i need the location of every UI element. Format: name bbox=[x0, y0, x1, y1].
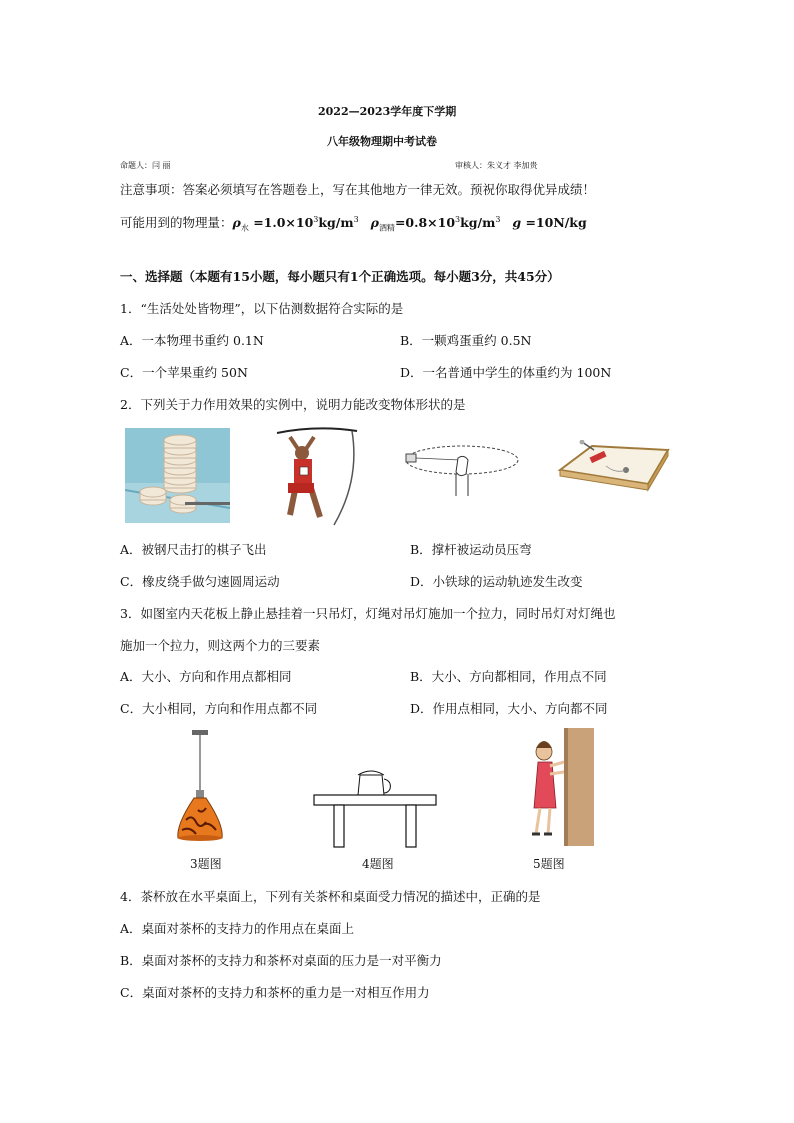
alcohol-density-value: =0.8×10 bbox=[394, 215, 456, 230]
q2-option-b: B．撑杆被运动员压弯 bbox=[410, 542, 532, 557]
q4-option-c: C．桌面对茶杯的支持力和茶杯的重力是一对相互作用力 bbox=[120, 985, 430, 1000]
q2-option-d: D．小铁球的运动轨迹发生改变 bbox=[410, 574, 583, 589]
q2-figure-magnet-tray bbox=[552, 440, 672, 500]
q2-figure-circular-motion bbox=[402, 440, 522, 500]
water-unit-exponent: 3 bbox=[353, 214, 359, 224]
section-heading: 一、选择题（本题有15小题，每小题只有1个正确选项。每小题3分，共45分） bbox=[120, 269, 560, 284]
q1-option-d: D．一名普通中学生的体重约为 100N bbox=[400, 365, 612, 380]
fig5-caption: 5题图 bbox=[533, 857, 565, 871]
q3-option-d: D．作用点相同，大小、方向都不同 bbox=[410, 701, 608, 716]
alcohol-unit-exponent: 3 bbox=[495, 214, 501, 224]
notice-text: 注意事项：答案必须填写在答题卷上，写在其他地方一律无效。预祝你取得优异成绩！ bbox=[120, 182, 596, 197]
author-line: 命题人：闫 丽 bbox=[120, 161, 171, 170]
alcohol-subscript: 酒精 bbox=[378, 223, 395, 233]
gravity-symbol: g bbox=[512, 215, 522, 230]
water-exponent: 3 bbox=[313, 214, 319, 224]
q4-option-b: B．桌面对茶杯的支持力和茶杯对桌面的压力是一对平衡力 bbox=[120, 953, 442, 968]
water-subscript: 水 bbox=[240, 223, 249, 233]
rho-water-symbol: ρ bbox=[232, 215, 241, 230]
fig5-person-pushing-wall bbox=[526, 728, 596, 848]
water-density-value: =1.0×10 bbox=[248, 215, 314, 230]
q2-figure-checkers bbox=[125, 428, 230, 523]
physical-constants bbox=[120, 213, 587, 234]
q3-stem-line1: 3．如图室内天花板上静止悬挂着一只吊灯，灯绳对吊灯施加一个拉力，同时吊灯对灯绳也 bbox=[120, 606, 616, 621]
q1-option-b: B．一颗鸡蛋重约 0.5N bbox=[400, 333, 532, 348]
q3-stem-line2: 施加一个拉力，则这两个力的三要素 bbox=[120, 638, 321, 653]
q2-stem: 2．下列关于力作用效果的实例中，说明力能改变物体形状的是 bbox=[120, 397, 466, 412]
reviewer-line: 审核人：朱义才 李加贵 bbox=[455, 161, 538, 170]
exam-year-title: 2022—2023学年度下学期 bbox=[318, 105, 457, 118]
q2-option-a: A．被钢尺击打的棋子飞出 bbox=[120, 542, 267, 557]
gravity-value: =10N/kg bbox=[521, 215, 587, 230]
fig3-caption: 3题图 bbox=[190, 857, 222, 871]
constants-lead: 可能用到的物理量： bbox=[120, 215, 233, 230]
q3-option-b: B．大小、方向都相同，作用点不同 bbox=[410, 669, 607, 684]
q2-figure-pole-vault bbox=[272, 425, 362, 530]
rho-alcohol-symbol: ρ bbox=[370, 215, 379, 230]
q4-stem: 4．茶杯放在水平桌面上，下列有关茶杯和桌面受力情况的描述中，正确的是 bbox=[120, 889, 541, 904]
fig4-teacup-table bbox=[312, 763, 438, 849]
q2-option-c: C．橡皮绕手做匀速圆周运动 bbox=[120, 574, 280, 589]
fig3-hanging-lamp bbox=[172, 730, 228, 848]
q4-option-a: A．桌面对茶杯的支持力的作用点在桌面上 bbox=[120, 921, 355, 936]
q1-stem: 1．“生活处处皆物理”，以下估测数据符合实际的是 bbox=[120, 301, 404, 316]
alcohol-exponent: 3 bbox=[455, 214, 461, 224]
q1-option-c: C．一个苹果重约 50N bbox=[120, 365, 248, 380]
exam-subtitle: 八年级物理期中考试卷 bbox=[327, 135, 437, 148]
q3-option-a: A．大小、方向和作用点都相同 bbox=[120, 669, 292, 684]
alcohol-density-unit: kg/m bbox=[460, 215, 496, 230]
q3-option-c: C．大小相同，方向和作用点都不同 bbox=[120, 701, 318, 716]
q1-option-a: A．一本物理书重约 0.1N bbox=[120, 333, 264, 348]
fig4-caption: 4题图 bbox=[362, 857, 394, 871]
water-density-unit: kg/m bbox=[318, 215, 354, 230]
